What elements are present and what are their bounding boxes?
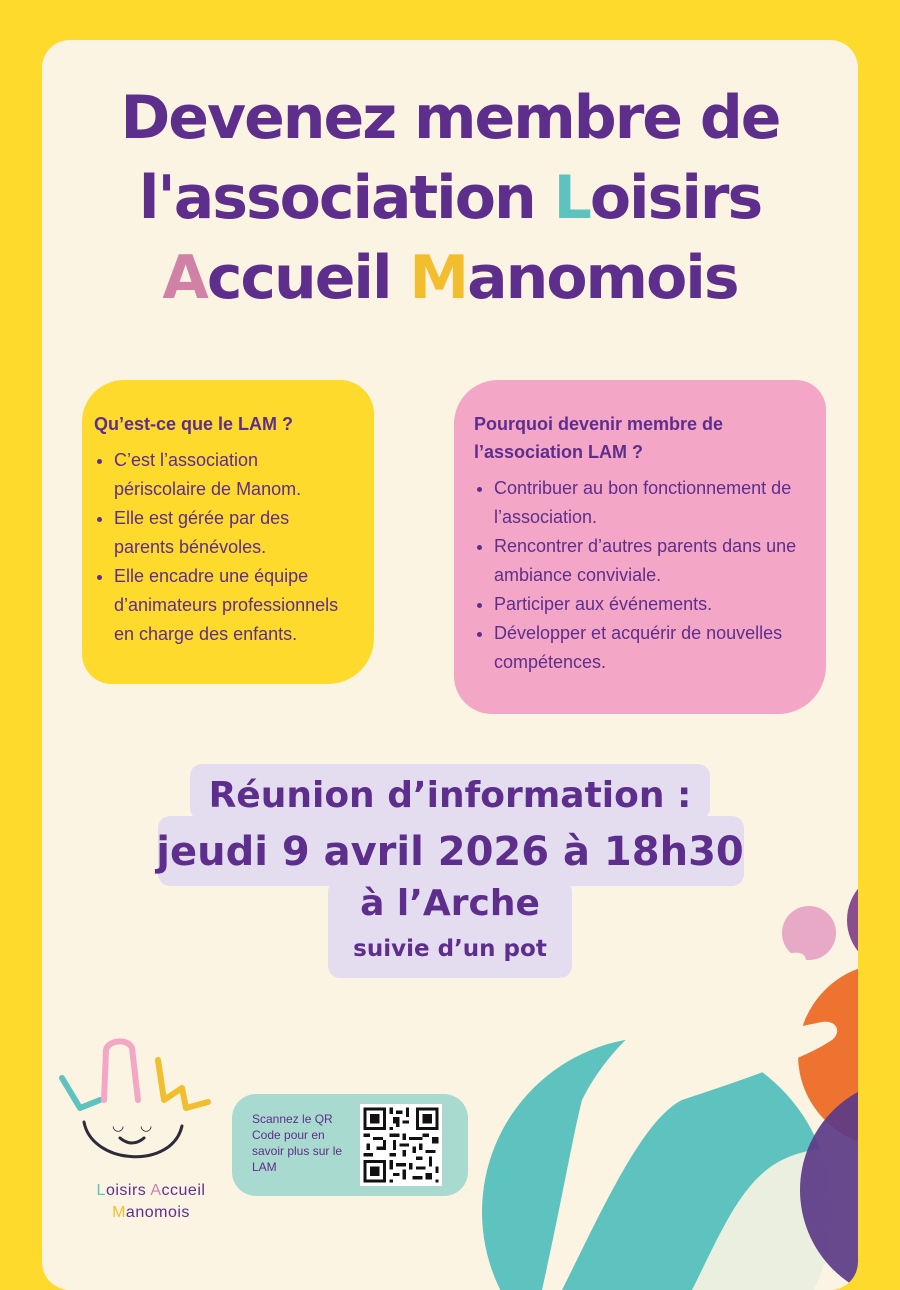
purple-circle-top bbox=[847, 870, 858, 970]
logo-name-m: M bbox=[112, 1204, 126, 1221]
logo-name-ccueil: ccueil bbox=[161, 1182, 206, 1199]
logo-letter-l bbox=[62, 1078, 100, 1108]
small-pink-circle bbox=[782, 906, 836, 960]
what-is-lam-heading: Qu’est-ce que le LAM ? bbox=[94, 414, 294, 434]
lam-logo-mark bbox=[42, 1030, 260, 1170]
meeting-date: jeudi 9 avril 2026 à 18h30 bbox=[156, 829, 744, 875]
qr-instruction-text: Scannez le QR Code pour en savoir plus sur le LAM bbox=[252, 1112, 343, 1174]
meeting-title: Réunion d’information : bbox=[208, 775, 692, 816]
list-item: • Développer et acquérir de nouvelles compétences. bbox=[494, 619, 812, 677]
meeting-note: suivie d’un pot bbox=[353, 936, 547, 962]
title-word-ccueil: ccueil bbox=[206, 243, 410, 313]
poster-card bbox=[42, 40, 858, 1290]
logo-face-smile bbox=[120, 1138, 144, 1143]
why-join-heading: Pourquoi devenir membre de l’association LAM ? bbox=[474, 414, 724, 462]
title-letter-m: M bbox=[409, 243, 468, 313]
logo-face-outline bbox=[84, 1122, 182, 1157]
logo-name-oisirs: oisirs bbox=[105, 1182, 151, 1199]
title-word-anomois: anomois bbox=[467, 243, 738, 313]
logo-letter-m bbox=[158, 1060, 208, 1108]
title-letter-a: A bbox=[162, 243, 207, 313]
title-word-oisirs: oisirs bbox=[589, 163, 762, 233]
title-word-association: l'association bbox=[138, 163, 554, 233]
logo-face-eyes-2: ◡ bbox=[140, 1118, 153, 1134]
qr-code-icon[interactable] bbox=[360, 1104, 442, 1186]
logo-name-anomois: anomois bbox=[125, 1204, 190, 1221]
title-line-1: Devenez membre de bbox=[120, 83, 780, 153]
logo-name-line-2 bbox=[42, 1204, 260, 1222]
lam-logo bbox=[42, 1030, 260, 1230]
list-item: • Rencontrer d’autres parents dans une ambiance conviviale. bbox=[494, 532, 812, 590]
meeting-place: à l’Arche bbox=[360, 883, 540, 924]
title-letter-l: L bbox=[553, 163, 590, 233]
logo-name-line-1 bbox=[42, 1182, 260, 1200]
list-item: • Elle est gérée par des parents bénévoles. bbox=[114, 504, 348, 562]
logo-letter-a bbox=[104, 1041, 138, 1100]
list-item: • Elle encadre une équipe d’animateurs professionnels en charge des enfants. bbox=[114, 562, 348, 649]
logo-name-l: L bbox=[96, 1182, 106, 1199]
list-item: • Contribuer au bon fonctionnement de l’association. bbox=[494, 474, 812, 532]
logo-face-eyes: ◡ bbox=[112, 1118, 125, 1134]
list-item: • C’est l’association périscolaire de Manom. bbox=[114, 446, 348, 504]
logo-name-a: A bbox=[150, 1182, 162, 1199]
list-item: • Participer aux événements. bbox=[494, 590, 812, 619]
qr-code-box[interactable] bbox=[232, 1094, 468, 1196]
